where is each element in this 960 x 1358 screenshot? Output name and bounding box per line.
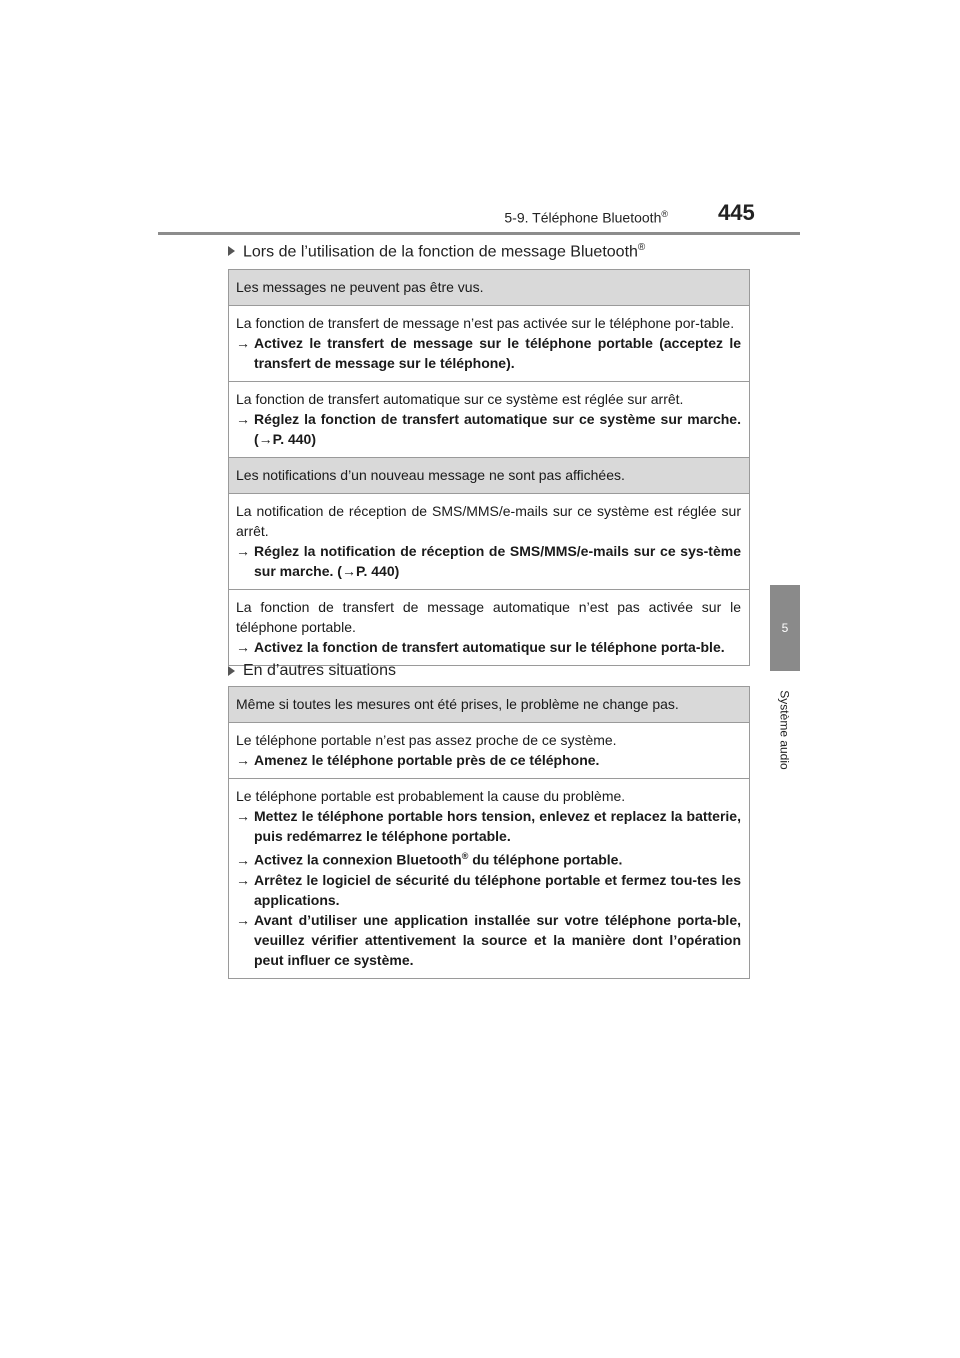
cause-text: La fonction de transfert de message n’est pas activée sur le téléphone por-table. [236,315,735,331]
section-heading-other-situations [228,662,396,680]
page-reference: P. 440) [272,431,317,447]
remedy-text: → Arrêtez le logiciel de sécurité du téléphone portable et fermez tou-tes les applications. [236,871,741,908]
section-heading-text: Lors de l’utilisation de la fonction de message Bluetooth® [243,242,646,261]
registered-mark: ® [461,851,469,861]
cause-remedy-cell [229,722,749,778]
cause-remedy-cell [229,381,749,457]
chapter-label: Système audio [778,690,793,770]
cause-text: Le téléphone portable est probablement la cause du problème. [236,788,626,804]
troubleshooting-table-bluetooth-message [228,269,750,666]
triangle-bullet-icon [228,246,235,256]
registered-mark: ® [661,209,668,219]
arrow-right-icon: → [236,639,250,655]
cause-remedy-cell [229,778,749,978]
troubleshooting-table-other-situations [228,686,750,979]
chapter-side-label [765,680,805,780]
arrow-right-icon: → [236,851,250,868]
remedy-text: → Activez le transfert de message sur le téléphone portable (acceptez le transfert de message sur le téléphone). [236,335,741,371]
arrow-right-icon: → [258,431,273,447]
chapter-number: 5 [781,621,789,635]
cause-text: La fonction de transfert automatique sur ce système est réglée sur arrêt. [236,391,684,407]
remedy-text: → Réglez la fonction de transfert automatique sur ce système sur marche. (→P. 440) [236,411,741,447]
arrow-right-icon: → [236,335,250,351]
remedy-text: → Activez la fonction de transfert automatique sur le téléphone porta-ble. [236,639,725,655]
cause-text: Le téléphone portable n’est pas assez proche de ce système. [236,732,617,748]
cause-remedy-cell [229,493,749,589]
problem-title: Les messages ne peuvent pas être vus. [229,270,749,305]
header-section-label: 5-9. Téléphone Bluetooth® [504,209,668,226]
header-rule [158,232,800,235]
arrow-right-icon: → [236,752,250,768]
arrow-right-icon: → [236,543,250,559]
section-heading-text: En d’autres situations [243,662,396,679]
cause-remedy-cell [229,589,749,665]
remedy-text: → Amenez le téléphone portable près de ce téléphone. [236,752,600,768]
page-number: 445 [718,200,755,225]
arrow-right-icon: → [236,808,250,824]
section-heading-bluetooth-message [228,242,645,261]
cause-remedy-cell [229,305,749,381]
page-reference: P. 440) [355,563,400,579]
remedy-text: → Mettez le téléphone portable hors tension, enlevez et replacez la batterie, puis redémarrez le téléphone portable. [236,808,741,844]
cause-text: La fonction de transfert de message automatique n’est pas activée sur le téléphone portable. [236,599,741,635]
arrow-right-icon: → [341,563,356,579]
arrow-right-icon: → [236,411,250,427]
remedy-text: → Réglez la notification de réception de SMS/MMS/e-mails sur ce sys-tème sur marche. (→P. 440) [236,543,741,579]
remedy-text: → Avant d’utiliser une application installée sur votre téléphone porta-ble, veuillez vérifier attentivement la source et la manière dont l’opération peut influer ce système. [236,911,741,968]
problem-title: Les notifications d’un nouveau message ne sont pas affichées. [229,457,749,493]
triangle-bullet-icon [228,666,235,676]
remedy-text: → Activez la connexion Bluetooth® du téléphone portable. [236,851,623,868]
arrow-right-icon: → [236,911,250,928]
cause-text: La notification de réception de SMS/MMS/e-mails sur ce système est réglée sur arrêt. [236,503,741,539]
chapter-tab [770,585,800,671]
arrow-right-icon: → [236,871,250,888]
problem-title: Même si toutes les mesures ont été prises, le problème ne change pas. [229,687,749,722]
